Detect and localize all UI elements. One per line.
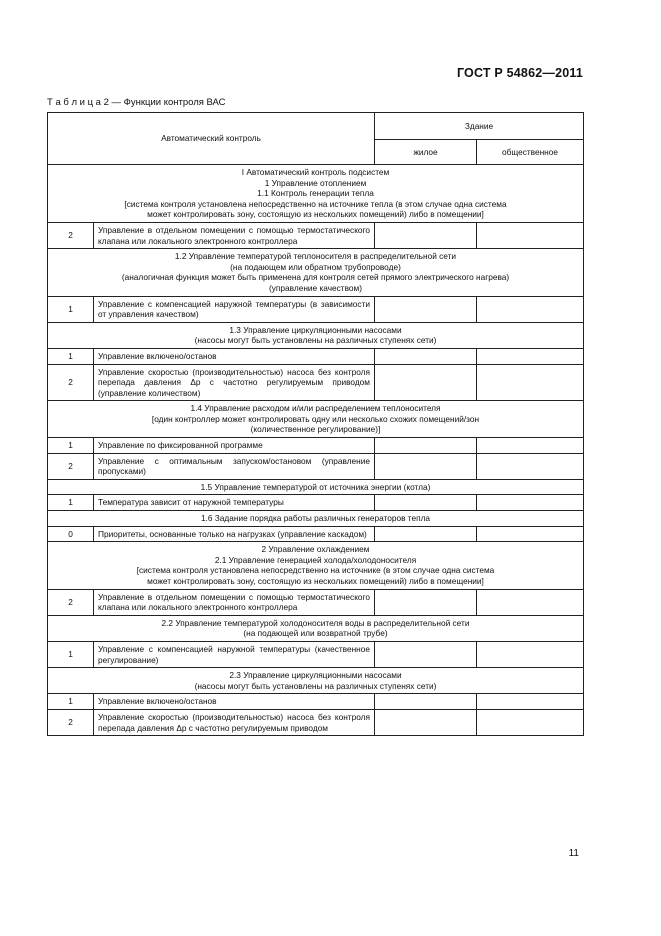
- section-line: 1.5 Управление температурой от источника энергии (котла): [200, 481, 431, 492]
- section-line: (насосы могут быть установлены на различных ступенях сети): [194, 680, 437, 691]
- cell-public: [477, 222, 584, 248]
- page-number: 11: [568, 848, 579, 859]
- cell-residential: [375, 641, 477, 667]
- row-class-number: 2: [48, 709, 94, 735]
- cell-residential: [375, 453, 477, 479]
- row-class-number: 2: [48, 364, 94, 401]
- row-function-text: Управление по фиксированной программе: [94, 438, 375, 454]
- section-title: [48, 165, 584, 223]
- section-line: 1.2 Управление температурой теплоносителя в распределительной сети: [174, 251, 457, 262]
- section-title: [48, 511, 584, 527]
- cell-residential: [375, 222, 477, 248]
- cell-public: [477, 296, 584, 322]
- cell-residential: [375, 694, 477, 710]
- cell-public: [477, 589, 584, 615]
- row-class-number: 2: [48, 453, 94, 479]
- table-row: [48, 694, 584, 710]
- table-row: [48, 364, 584, 401]
- table-row: [48, 709, 584, 735]
- row-class-number: 1: [48, 296, 94, 322]
- section-header-row: [48, 615, 584, 641]
- header-residential: жилое: [375, 140, 477, 165]
- cell-residential: [375, 709, 477, 735]
- section-title: [48, 322, 584, 348]
- control-functions-table: [47, 112, 584, 736]
- section-line: 1.3 Управление циркуляционными насосами: [229, 324, 402, 335]
- row-class-number: 1: [48, 694, 94, 710]
- header-automatic-control: Автоматический контроль: [48, 113, 375, 165]
- section-line: 1.1 Контроль генерации тепла: [257, 188, 374, 199]
- header-public: общественное: [477, 140, 584, 165]
- table-row: [48, 222, 584, 248]
- section-title: [48, 249, 584, 296]
- table-row: [48, 438, 584, 454]
- section-line: может контролировать зону, состоящую из нескольких помещений) либо в помещении]: [147, 209, 484, 220]
- cell-public: [477, 526, 584, 542]
- section-title: [48, 479, 584, 495]
- cell-public: [477, 348, 584, 364]
- section-header-row: [48, 542, 584, 589]
- section-header-row: [48, 479, 584, 495]
- row-class-number: 0: [48, 526, 94, 542]
- row-function-text: Приоритеты, основанные только на нагрузках (управление каскадом): [94, 526, 375, 542]
- table-row: [48, 495, 584, 511]
- section-line: 2.1 Управление генерацией холода/холодоносителя: [214, 554, 417, 565]
- section-line: (насосы могут быть установлены на различных ступенях сети): [194, 335, 437, 346]
- row-class-number: 1: [48, 438, 94, 454]
- row-class-number: 1: [48, 348, 94, 364]
- cell-residential: [375, 348, 477, 364]
- section-title: [48, 542, 584, 589]
- cell-residential: [375, 495, 477, 511]
- table-caption: Т а б л и ц а 2 — Функции контроля ВАС: [47, 97, 226, 108]
- cell-residential: [375, 526, 477, 542]
- cell-public: [477, 694, 584, 710]
- table-row: [48, 526, 584, 542]
- section-line: 2 Управление охлаждением: [261, 544, 370, 555]
- section-header-row: [48, 511, 584, 527]
- section-header-row: [48, 668, 584, 694]
- row-function-text: Управление скоростью (производительностью) насоса без контроля перепада давления Δp с частотно регулируемым приводом: [94, 709, 375, 735]
- header-building: Здание: [375, 113, 584, 140]
- table-row: [48, 296, 584, 322]
- section-line: (управление качеством): [269, 282, 362, 293]
- section-line: I Автоматический контроль подсистем: [241, 167, 390, 177]
- table-row: [48, 589, 584, 615]
- row-function-text: Управление включено/останов: [94, 694, 375, 710]
- cell-public: [477, 641, 584, 667]
- table-body: [48, 165, 584, 736]
- section-line: 1.4 Управление расходом и/или распределением теплоносителя: [190, 403, 441, 414]
- section-line: [система контроля установлена непосредственно на источнике (в этом случае одна система: [136, 565, 495, 576]
- section-line: [система контроля установлена непосредственно на источнике тепла (в этом случае одна система: [124, 198, 507, 209]
- table-row: [48, 348, 584, 364]
- cell-public: [477, 709, 584, 735]
- table-row: [48, 453, 584, 479]
- row-function-text: Управление с компенсацией наружной температуры (качественное регулирование): [94, 641, 375, 667]
- section-line: [один контроллер может контролировать одну или несколько схожих помещений/зон: [151, 413, 480, 424]
- cell-public: [477, 453, 584, 479]
- row-function-text: Управление скоростью (производительностью) насоса без контроля перепада давления Δp с частотно регулируемым приводом (управление количеством): [94, 364, 375, 401]
- cell-residential: [375, 296, 477, 322]
- row-function-text: Управление в отдельном помещении с помощью термостатического клапана или локального электронного контроллера: [94, 589, 375, 615]
- section-line: 2.2 Управление температурой холодоносителя воды в распределительной сети: [161, 617, 470, 628]
- cell-residential: [375, 364, 477, 401]
- document-code: ГОСТ Р 54862—2011: [456, 66, 583, 80]
- row-function-text: Управление с компенсацией наружной температуры (в зависимости от управления качеством): [94, 296, 375, 322]
- section-title: [48, 401, 584, 438]
- row-function-text: Температура зависит от наружной температуры: [94, 495, 375, 511]
- row-class-number: 1: [48, 495, 94, 511]
- section-line: (аналогичная функция может быть применена для контроля сетей прямого электрического нагрева): [121, 272, 510, 283]
- row-function-text: Управление включено/останов: [94, 348, 375, 364]
- row-function-text: Управление с оптимальным запуском/остановом (управление пропусками): [94, 453, 375, 479]
- section-line: (количественное регулирование)]: [250, 424, 381, 435]
- section-line: 1.6 Задание порядка работы различных генераторов тепла: [200, 513, 431, 524]
- section-header-row: [48, 401, 584, 438]
- section-header-row: [48, 165, 584, 223]
- row-class-number: 2: [48, 589, 94, 615]
- row-class-number: 2: [48, 222, 94, 248]
- cell-public: [477, 495, 584, 511]
- cell-public: [477, 364, 584, 401]
- section-line: 2.3 Управление циркуляционными насосами: [229, 670, 402, 681]
- section-header-row: [48, 249, 584, 296]
- cell-public: [477, 438, 584, 454]
- cell-residential: [375, 589, 477, 615]
- table-row: [48, 641, 584, 667]
- section-title: [48, 668, 584, 694]
- section-header-row: [48, 322, 584, 348]
- section-line: может контролировать зону, состоящую из нескольких помещений) либо в помещении]: [147, 576, 484, 586]
- section-title: [48, 615, 584, 641]
- section-line: (на подающем или обратном трубопроводе): [230, 261, 401, 272]
- section-line: (на подающей или возвратной трубе): [243, 628, 388, 639]
- row-class-number: 1: [48, 641, 94, 667]
- cell-residential: [375, 438, 477, 454]
- section-line: 1 Управление отоплением: [264, 177, 367, 188]
- row-function-text: Управление в отдельном помещении с помощью термостатического клапана или локального электронного контроллера: [94, 222, 375, 248]
